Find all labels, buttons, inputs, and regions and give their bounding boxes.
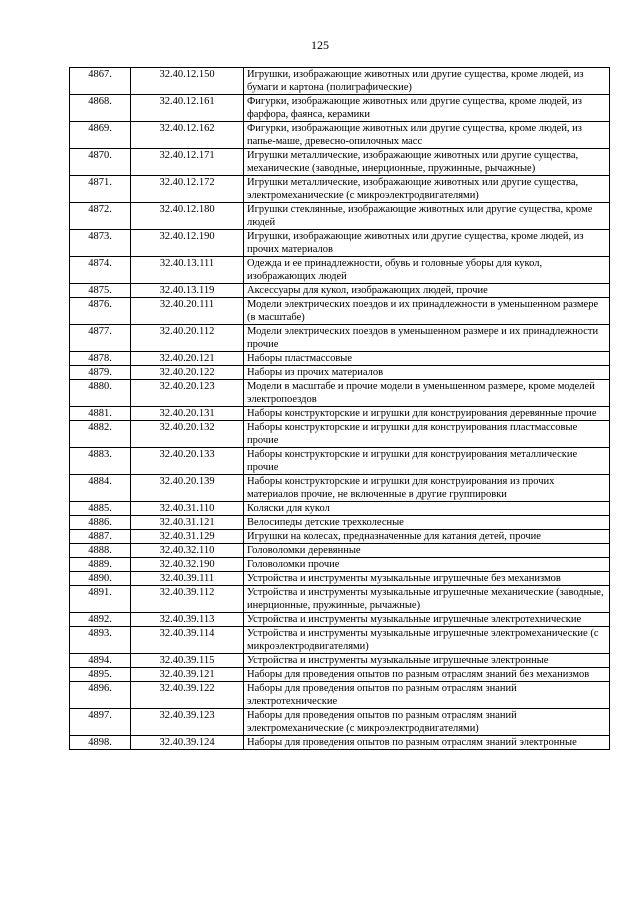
row-number-cell: 4870.: [70, 149, 131, 176]
table-row: [70, 122, 610, 149]
row-code-cell: 32.40.12.190: [131, 230, 244, 257]
row-number-cell: 4898.: [70, 736, 131, 750]
row-number-cell: 4892.: [70, 613, 131, 627]
row-code-cell: 32.40.12.171: [131, 149, 244, 176]
row-number-cell: 4896.: [70, 682, 131, 709]
table-row: [70, 516, 610, 530]
row-description-cell: Наборы для проведения опытов по разным отраслям знаний без механизмов: [244, 668, 610, 682]
table-row: [70, 230, 610, 257]
row-description-cell: Игрушки металлические, изображающие животных или другие существа, механические (заводные, инерционные, пружинные, рычажные): [244, 149, 610, 176]
row-code-cell: 32.40.12.161: [131, 95, 244, 122]
row-number-cell: 4897.: [70, 709, 131, 736]
table-row: [70, 654, 610, 668]
row-number-cell: 4887.: [70, 530, 131, 544]
row-number-cell: 4875.: [70, 284, 131, 298]
row-code-cell: 32.40.39.114: [131, 627, 244, 654]
row-description-cell: Модели электрических поездов и их принадлежности в уменьшенном размере (в масштабе): [244, 298, 610, 325]
row-description-cell: Наборы для проведения опытов по разным отраслям знаний электромеханические (с микроэлектродвигателями): [244, 709, 610, 736]
table-row: [70, 572, 610, 586]
row-description-cell: Игрушки, изображающие животных или другие существа, кроме людей, из бумаги и картона (полиграфические): [244, 68, 610, 95]
row-number-cell: 4881.: [70, 407, 131, 421]
row-code-cell: 32.40.32.110: [131, 544, 244, 558]
table-row: [70, 544, 610, 558]
row-number-cell: 4874.: [70, 257, 131, 284]
table-row: [70, 613, 610, 627]
row-code-cell: 32.40.20.131: [131, 407, 244, 421]
row-number-cell: 4880.: [70, 380, 131, 407]
table-row: [70, 502, 610, 516]
table-row: [70, 325, 610, 352]
row-code-cell: 32.40.31.129: [131, 530, 244, 544]
row-description-cell: Головоломки прочие: [244, 558, 610, 572]
row-number-cell: 4890.: [70, 572, 131, 586]
row-code-cell: 32.40.12.172: [131, 176, 244, 203]
row-code-cell: 32.40.13.119: [131, 284, 244, 298]
row-code-cell: 32.40.39.115: [131, 654, 244, 668]
table-row: [70, 284, 610, 298]
table-row: [70, 709, 610, 736]
row-number-cell: 4895.: [70, 668, 131, 682]
row-number-cell: 4885.: [70, 502, 131, 516]
row-description-cell: Коляски для кукол: [244, 502, 610, 516]
row-number-cell: 4894.: [70, 654, 131, 668]
row-code-cell: 32.40.31.110: [131, 502, 244, 516]
row-code-cell: 32.40.39.123: [131, 709, 244, 736]
row-description-cell: Наборы для проведения опытов по разным отраслям знаний электронные: [244, 736, 610, 750]
row-number-cell: 4876.: [70, 298, 131, 325]
row-code-cell: 32.40.13.111: [131, 257, 244, 284]
table-row: [70, 558, 610, 572]
row-number-cell: 4869.: [70, 122, 131, 149]
row-description-cell: Наборы конструкторские и игрушки для конструирования деревянные прочие: [244, 407, 610, 421]
row-number-cell: 4886.: [70, 516, 131, 530]
row-code-cell: 32.40.20.122: [131, 366, 244, 380]
row-number-cell: 4891.: [70, 586, 131, 613]
row-description-cell: Игрушки стеклянные, изображающие животных или другие существа, кроме людей: [244, 203, 610, 230]
table-row: [70, 627, 610, 654]
table-row: [70, 586, 610, 613]
page-number: 125: [311, 38, 329, 52]
row-description-cell: Игрушки, изображающие животных или другие существа, кроме людей, из прочих материалов: [244, 230, 610, 257]
row-code-cell: 32.40.39.113: [131, 613, 244, 627]
table-row: [70, 352, 610, 366]
code-table-body: [70, 68, 610, 750]
table-row: [70, 736, 610, 750]
table-row: [70, 257, 610, 284]
table-row: [70, 668, 610, 682]
row-number-cell: 4872.: [70, 203, 131, 230]
row-code-cell: 32.40.12.162: [131, 122, 244, 149]
row-code-cell: 32.40.39.112: [131, 586, 244, 613]
row-description-cell: Фигурки, изображающие животных или другие существа, кроме людей, из папье-маше, древесно-опилочных масс: [244, 122, 610, 149]
row-description-cell: Игрушки металлические, изображающие животных или другие существа, электромеханические (с микроэлектродвигателями): [244, 176, 610, 203]
row-description-cell: Наборы конструкторские и игрушки для конструирования из прочих материалов прочие, не включенные в другие группировки: [244, 475, 610, 502]
row-code-cell: 32.40.39.111: [131, 572, 244, 586]
row-description-cell: Головоломки деревянные: [244, 544, 610, 558]
table-row: [70, 366, 610, 380]
row-number-cell: 4879.: [70, 366, 131, 380]
row-number-cell: 4889.: [70, 558, 131, 572]
row-number-cell: 4873.: [70, 230, 131, 257]
row-code-cell: 32.40.12.150: [131, 68, 244, 95]
row-number-cell: 4868.: [70, 95, 131, 122]
row-description-cell: Модели электрических поездов в уменьшенном размере и их принадлежности прочие: [244, 325, 610, 352]
table-row: [70, 203, 610, 230]
row-code-cell: 32.40.20.139: [131, 475, 244, 502]
row-code-cell: 32.40.39.121: [131, 668, 244, 682]
row-description-cell: Аксессуары для кукол, изображающих людей, прочие: [244, 284, 610, 298]
row-description-cell: Устройства и инструменты музыкальные игрушечные электромеханические (с микроэлектродвигателями): [244, 627, 610, 654]
row-code-cell: 32.40.31.121: [131, 516, 244, 530]
table-row: [70, 176, 610, 203]
row-code-cell: 32.40.20.111: [131, 298, 244, 325]
table-row: [70, 475, 610, 502]
row-number-cell: 4883.: [70, 448, 131, 475]
row-number-cell: 4888.: [70, 544, 131, 558]
row-number-cell: 4884.: [70, 475, 131, 502]
row-code-cell: 32.40.39.122: [131, 682, 244, 709]
row-description-cell: Устройства и инструменты музыкальные игрушечные механические (заводные, инерционные, пружинные, рычажные): [244, 586, 610, 613]
table-row: [70, 149, 610, 176]
table-row: [70, 380, 610, 407]
row-description-cell: Наборы конструкторские и игрушки для конструирования металлические прочие: [244, 448, 610, 475]
table-row: [70, 530, 610, 544]
row-description-cell: Наборы из прочих материалов: [244, 366, 610, 380]
table-row: [70, 407, 610, 421]
table-row: [70, 95, 610, 122]
row-number-cell: 4877.: [70, 325, 131, 352]
row-code-cell: 32.40.20.123: [131, 380, 244, 407]
row-code-cell: 32.40.12.180: [131, 203, 244, 230]
table-row: [70, 298, 610, 325]
row-description-cell: Устройства и инструменты музыкальные игрушечные без механизмов: [244, 572, 610, 586]
row-number-cell: 4878.: [70, 352, 131, 366]
table-row: [70, 682, 610, 709]
row-code-cell: 32.40.32.190: [131, 558, 244, 572]
row-code-cell: 32.40.20.132: [131, 421, 244, 448]
row-code-cell: 32.40.20.133: [131, 448, 244, 475]
row-description-cell: Наборы пластмассовые: [244, 352, 610, 366]
row-description-cell: Модели в масштабе и прочие модели в уменьшенном размере, кроме моделей электропоездов: [244, 380, 610, 407]
row-number-cell: 4867.: [70, 68, 131, 95]
row-description-cell: Наборы конструкторские и игрушки для конструирования пластмассовые прочие: [244, 421, 610, 448]
code-table: [69, 67, 610, 750]
row-description-cell: Игрушки на колесах, предназначенные для катания детей, прочие: [244, 530, 610, 544]
row-description-cell: Велосипеды детские трехколесные: [244, 516, 610, 530]
row-code-cell: 32.40.20.121: [131, 352, 244, 366]
row-number-cell: 4893.: [70, 627, 131, 654]
row-description-cell: Устройства и инструменты музыкальные игрушечные электронные: [244, 654, 610, 668]
row-code-cell: 32.40.20.112: [131, 325, 244, 352]
row-description-cell: Одежда и ее принадлежности, обувь и головные уборы для кукол, изображающих людей: [244, 257, 610, 284]
table-row: [70, 448, 610, 475]
row-description-cell: Фигурки, изображающие животных или другие существа, кроме людей, из фарфора, фаянса, керамики: [244, 95, 610, 122]
row-description-cell: Наборы для проведения опытов по разным отраслям знаний электротехнические: [244, 682, 610, 709]
row-code-cell: 32.40.39.124: [131, 736, 244, 750]
row-number-cell: 4871.: [70, 176, 131, 203]
table-row: [70, 68, 610, 95]
table-row: [70, 421, 610, 448]
row-description-cell: Устройства и инструменты музыкальные игрушечные электротехнические: [244, 613, 610, 627]
row-number-cell: 4882.: [70, 421, 131, 448]
